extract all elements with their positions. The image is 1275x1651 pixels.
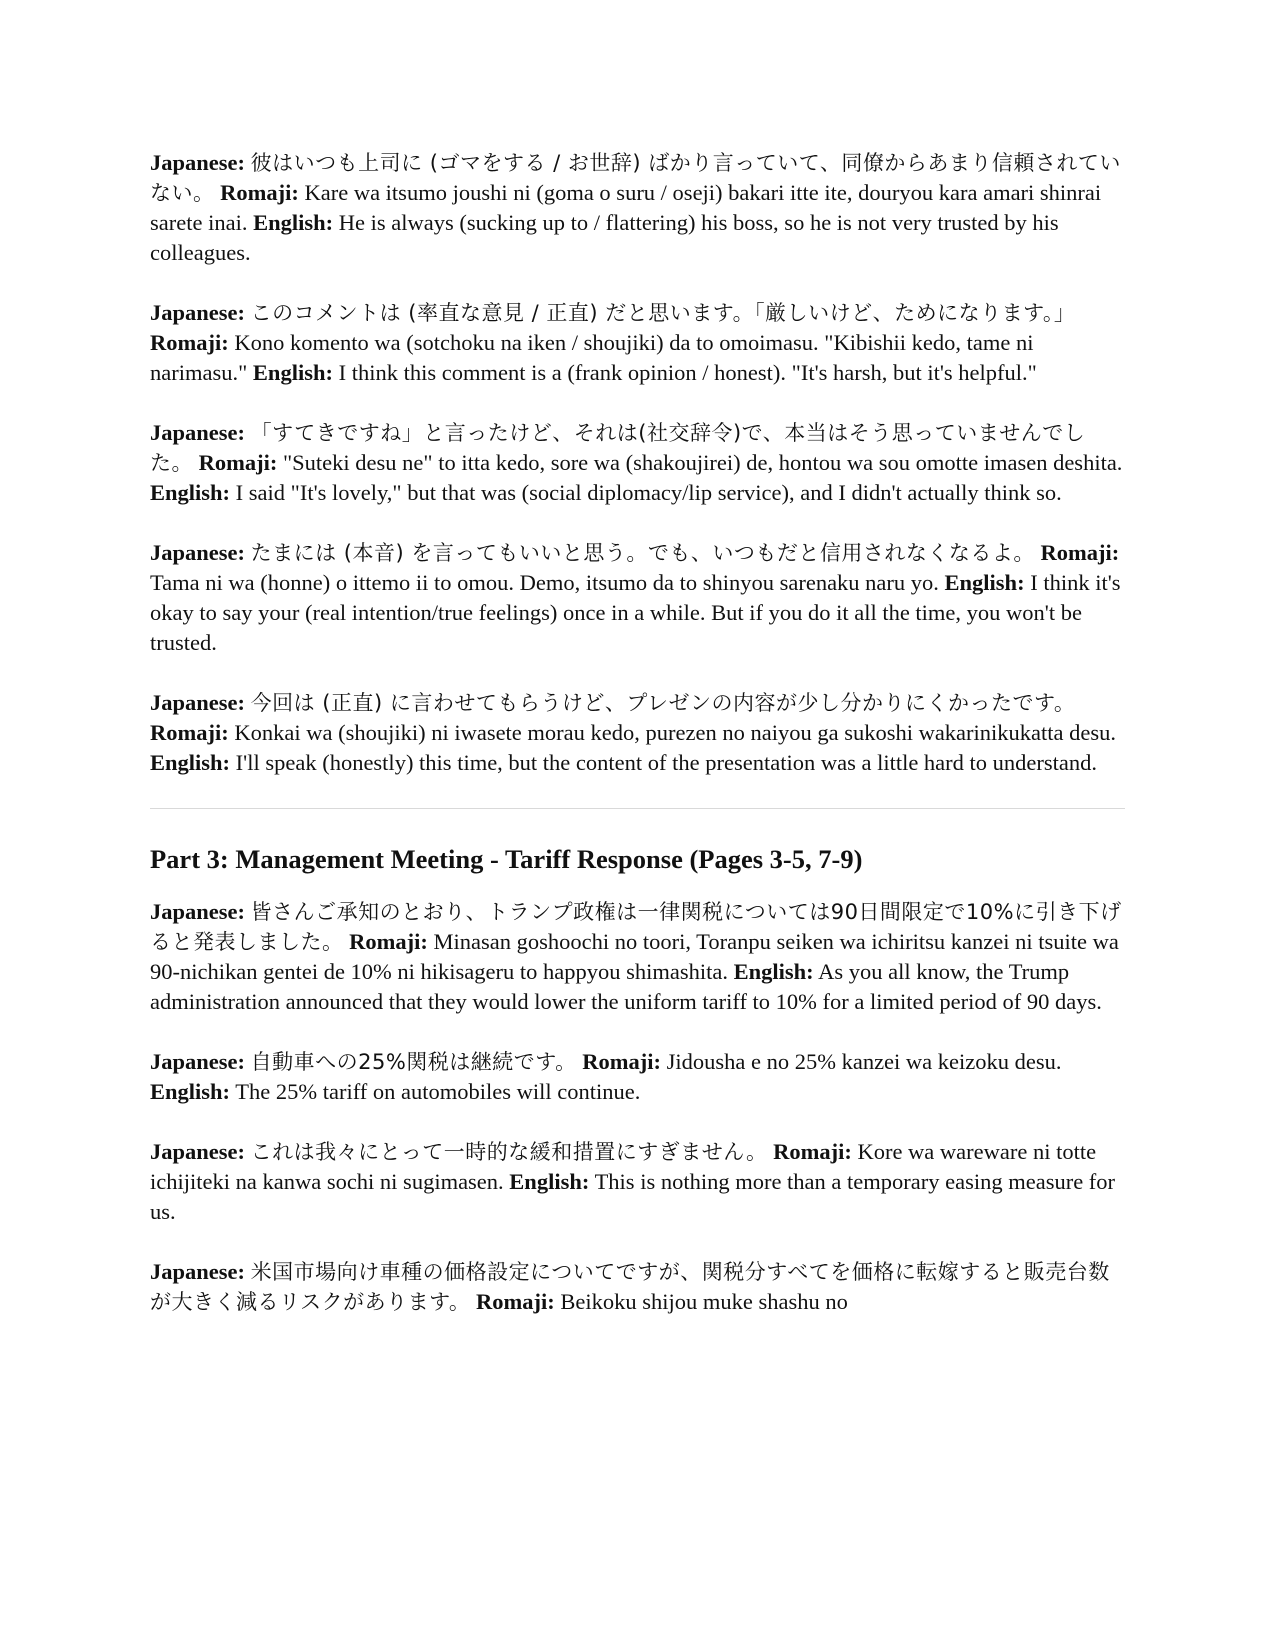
romaji-label: Romaji:: [220, 180, 299, 205]
japanese-label: Japanese:: [150, 1049, 245, 1074]
phrase-entry: [150, 538, 1125, 658]
japanese-label: Japanese:: [150, 300, 245, 325]
english-text: This is nothing more than a temporary easing measure for us.: [150, 1169, 1116, 1224]
japanese-label: Japanese:: [150, 150, 245, 175]
romaji-text: Kare wa itsumo joushi ni (goma o suru / oseji) bakari itte ite, douryou kara amari shinrai sarete inai.: [150, 180, 1102, 235]
romaji-label: Romaji:: [198, 450, 278, 475]
japanese-text: たまには (本音) を言ってもいいと思う。でも、いつもだと信用されなくなるよ。: [250, 541, 1035, 565]
japanese-text: このコメントは (率直な意見 / 正直) だと思います。「厳しいけど、ためになります。」: [250, 301, 1076, 325]
japanese-text: これは我々にとって一時的な緩和措置にすぎません。: [250, 1140, 768, 1164]
romaji-label: Romaji:: [150, 720, 229, 745]
romaji-text: Tama ni wa (honne) o ittemo ii to omou. Demo, itsumo da to shinyou sarenaku naru yo.: [150, 570, 939, 595]
japanese-text: 皆さんご承知のとおり、トランプ政権は一律関税については90日間限定で10%に引き下げると発表しました。: [150, 900, 1122, 954]
romaji-text: "Suteki desu ne" to itta kedo, sore wa (shakoujirei) de, hontou wa sou omotte imasen deshita.: [282, 450, 1123, 475]
english-text: I think this comment is a (frank opinion / honest). "It's harsh, but it's helpful.": [338, 360, 1037, 385]
japanese-text: 自動車への25%関税は継続です。: [250, 1050, 577, 1074]
phrase-entry: [150, 1257, 1125, 1317]
japanese-text: 今回は (正直) に言わせてもらうけど、プレゼンの内容が少し分かりにくかったです。: [250, 691, 1076, 715]
romaji-text: Konkai wa (shoujiki) ni iwasete morau kedo, purezen no naiyou ga sukoshi wakarinikukatta desu.: [234, 720, 1117, 745]
japanese-label: Japanese:: [150, 899, 245, 924]
section-heading: Part 3: Management Meeting - Tariff Response (Pages 3-5, 7-9): [150, 844, 863, 874]
english-text: I'll speak (honestly) this time, but the content of the presentation was a little hard to understand.: [235, 750, 1098, 775]
romaji-label: Romaji:: [1040, 540, 1120, 565]
phrase-entry: [150, 1137, 1125, 1227]
document-page: [150, 148, 1125, 1347]
english-label: English:: [253, 210, 334, 235]
english-label: English:: [150, 480, 231, 505]
english-text: As you all know, the Trump administration announced that they would lower the uniform tariff to 10% for a limited period of 90 days.: [150, 959, 1102, 1014]
phrase-entry: [150, 688, 1125, 778]
english-text: I said "It's lovely," but that was (social diplomacy/lip service), and I didn't actually think so.: [235, 480, 1062, 505]
japanese-label: Japanese:: [150, 1139, 245, 1164]
english-label: English:: [150, 1079, 231, 1104]
english-text: He is always (sucking up to / flattering) his boss, so he is not very trusted by his colleagues.: [150, 210, 1059, 265]
romaji-text: Kore wa wareware ni totte ichijiteki na kanwa sochi ni sugimasen.: [150, 1139, 1097, 1194]
phrase-entry: [150, 1047, 1125, 1107]
japanese-label: Japanese:: [150, 1259, 245, 1284]
english-label: English:: [150, 750, 231, 775]
romaji-label: Romaji:: [773, 1139, 852, 1164]
phrase-entry: [150, 897, 1125, 1017]
phrase-entry: [150, 148, 1125, 268]
english-label: English:: [944, 570, 1025, 595]
romaji-label: Romaji:: [349, 929, 428, 954]
english-text: The 25% tariff on automobiles will continue.: [235, 1079, 641, 1104]
romaji-label: Romaji:: [150, 330, 229, 355]
japanese-label: Japanese:: [150, 540, 245, 565]
japanese-text: 米国市場向け車種の価格設定についてですが、関税分すべてを価格に転嫁すると販売台数が大きく減るリスクがあります。: [150, 1260, 1110, 1314]
romaji-label: Romaji:: [476, 1289, 555, 1314]
section-divider: [150, 808, 1125, 809]
romaji-label: Romaji:: [582, 1049, 661, 1074]
english-label: English:: [252, 360, 333, 385]
english-text: I think it's okay to say your (real intention/true feelings) once in a while. But if you do it all the time, you won't be trusted.: [150, 570, 1121, 655]
japanese-label: Japanese:: [150, 420, 245, 445]
romaji-text: Jidousha e no 25% kanzei wa keizoku desu.: [666, 1049, 1062, 1074]
phrase-entry: [150, 418, 1125, 508]
english-label: English:: [509, 1169, 590, 1194]
japanese-text: 彼はいつも上司に (ゴマをする / お世辞) ばかり言っていて、同僚からあまり信頼されていない。: [150, 151, 1121, 205]
romaji-text: Kono komento wa (sotchoku na iken / shoujiki) da to omoimasu. "Kibishii kedo, tame ni narimasu.": [150, 330, 1034, 385]
japanese-text: 「すてきですね」と言ったけど、それは(社交辞令)で、本当はそう思っていませんでした。: [150, 421, 1086, 475]
english-label: English:: [733, 959, 814, 984]
japanese-label: Japanese:: [150, 690, 245, 715]
romaji-text: Beikoku shijou muke shashu no: [560, 1289, 848, 1314]
phrase-entry: [150, 298, 1125, 388]
romaji-text: Minasan goshoochi no toori, Toranpu seiken wa ichiritsu kanzei ni tsuite wa 90-nichikan gentei de 10% ni hikisageru to happyou shimashita.: [150, 929, 1119, 984]
